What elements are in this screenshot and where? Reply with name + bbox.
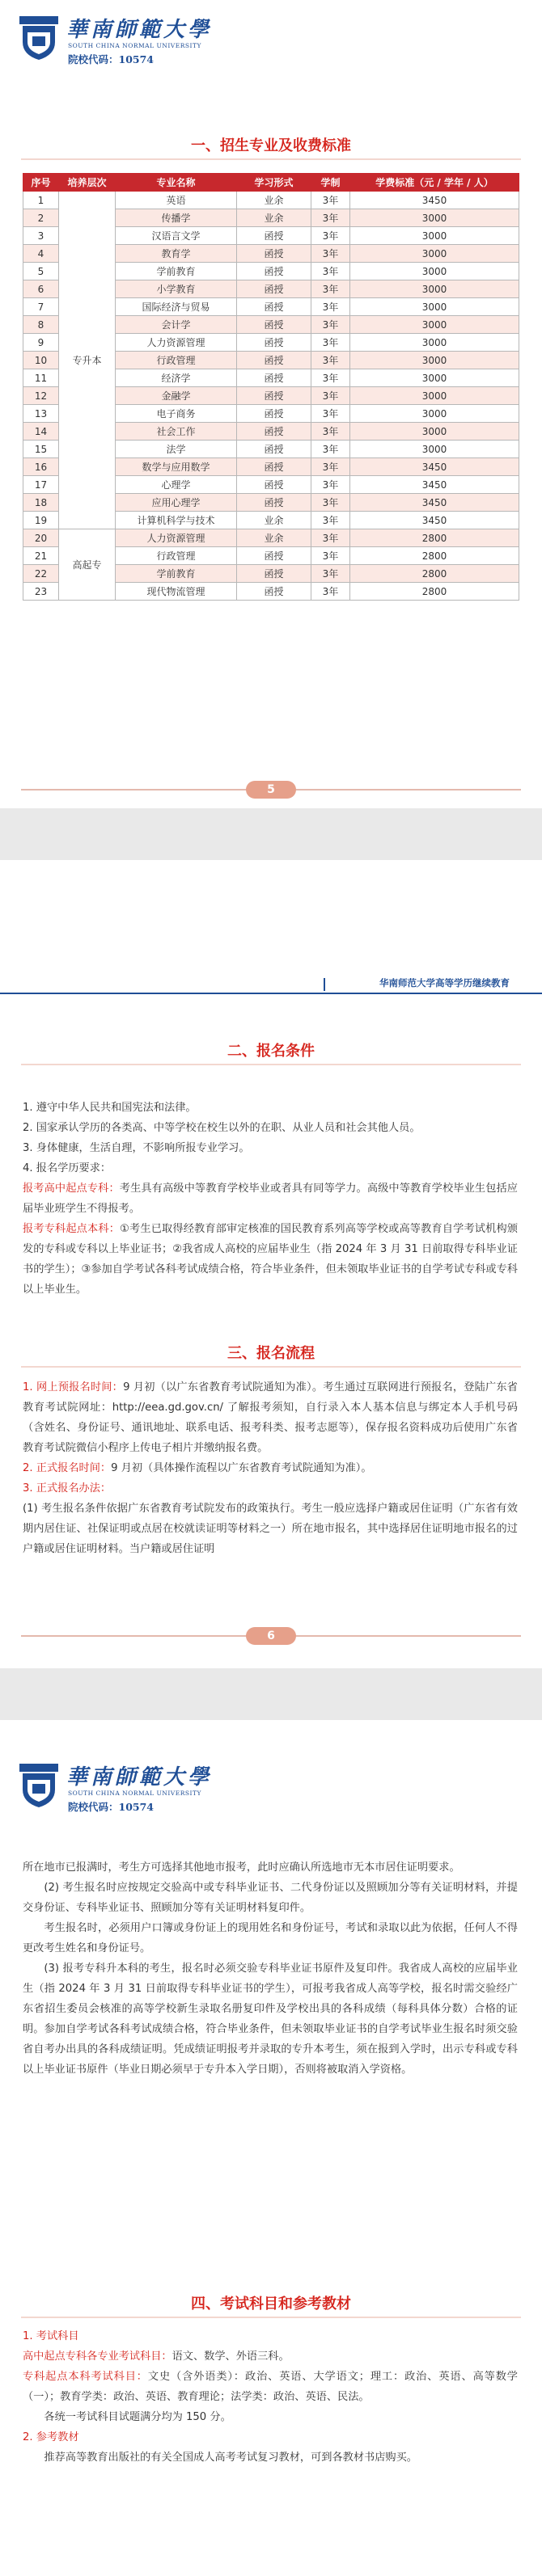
cell-major: 人力资源管理	[116, 334, 237, 352]
cell-no: 6	[23, 280, 59, 298]
page-number-badge: 6	[246, 1627, 296, 1645]
cell-major: 计算机科学与技术	[116, 512, 237, 529]
cell-major: 行政管理	[116, 547, 237, 565]
cell-duration: 3年	[311, 529, 350, 547]
cell-major: 数学与应用数学	[116, 458, 237, 476]
step-2-text: 9 月初（具体操作流程以广东省教育考试院通知为准）。	[111, 1462, 372, 1474]
cell-duration: 3年	[311, 298, 350, 316]
cell-duration: 3年	[311, 476, 350, 494]
cell-fee: 3000	[350, 227, 519, 245]
cell-no: 22	[23, 565, 59, 583]
cell-no: 1	[23, 192, 59, 209]
header-rule	[0, 993, 542, 994]
cell-major: 金融学	[116, 387, 237, 405]
step-1-label: 1. 网上预报名时间：	[23, 1381, 124, 1393]
cell-mode: 函授	[237, 583, 311, 601]
req-gqz-text: 考生具有高级中等教育学校毕业或者具有同等学力。高级中等教育学校毕业生包括应届毕业班学生不得报考。	[23, 1183, 518, 1215]
cell-fee: 3000	[350, 263, 519, 280]
cell-fee: 3450	[350, 476, 519, 494]
cell-duration: 3年	[311, 209, 350, 227]
cell-fee: 3000	[350, 441, 519, 458]
req-item: 3. 身体健康，生活自理，不影响所报专业学习。	[23, 1142, 250, 1154]
header-tick	[324, 978, 325, 991]
step-3	[23, 1478, 518, 1499]
running-header-text: 华南师范大学高等学历继续教育	[379, 977, 510, 989]
cell-no: 23	[23, 583, 59, 601]
process-continued	[23, 1857, 518, 2080]
university-logo	[18, 1759, 212, 1840]
cell-duration: 3年	[311, 245, 350, 263]
req-item: 4. 报名学历要求：	[23, 1162, 112, 1174]
cell-no: 8	[23, 316, 59, 334]
cell-no: 15	[23, 441, 59, 458]
cell-duration: 3年	[311, 334, 350, 352]
logo-cn: 華南師範大學	[66, 18, 213, 42]
cell-duration: 3年	[311, 512, 350, 529]
cell-duration: 3年	[311, 263, 350, 280]
emblem-icon	[18, 15, 60, 61]
cell-mode: 函授	[237, 298, 311, 316]
section-title-exam: 四、考试科目和参考教材	[191, 2296, 351, 2312]
title-divider	[21, 1064, 521, 1065]
cell-duration: 3年	[311, 565, 350, 583]
cell-duration: 3年	[311, 423, 350, 441]
cell-no: 18	[23, 494, 59, 512]
cell-duration: 3年	[311, 583, 350, 601]
cell-mode: 函授	[237, 476, 311, 494]
cell-duration: 3年	[311, 494, 350, 512]
cell-major: 电子商务	[116, 405, 237, 423]
title-divider	[21, 2317, 521, 2318]
para: (2) 考生报名时应按规定交验高中或专科毕业证书、二代身份证以及照顾加分等有关证明材料，并提交身份证、专科毕业证书、照顾加分等有关证明材料复印件。	[23, 1882, 518, 1914]
cell-no: 19	[23, 512, 59, 529]
cell-major: 经济学	[116, 369, 237, 387]
logo-en: SOUTH CHINA NORMAL UNIVERSITY	[68, 1790, 201, 1797]
cell-no: 7	[23, 298, 59, 316]
cell-major: 学前教育	[116, 565, 237, 583]
cell-no: 21	[23, 547, 59, 565]
cell-fee: 3450	[350, 512, 519, 529]
cell-fee: 3000	[350, 280, 519, 298]
cell-fee: 3000	[350, 245, 519, 263]
section-title-requirements: 二、报名条件	[227, 1043, 315, 1060]
textbooks-heading: 2. 参考教材	[23, 2431, 79, 2443]
exam-zsb-label: 专科起点本科考试科目：	[23, 2371, 148, 2383]
col-header: 学习形式	[237, 174, 311, 192]
cell-no: 11	[23, 369, 59, 387]
page-number	[0, 780, 542, 799]
cell-mode: 函授	[237, 369, 311, 387]
cell-major: 会计学	[116, 316, 237, 334]
title-divider	[21, 158, 521, 160]
emblem-icon	[18, 1762, 60, 1809]
step-3-label: 3. 正式报名办法：	[23, 1482, 112, 1495]
exam-gqz	[23, 2346, 518, 2367]
cell-major: 现代物流管理	[116, 583, 237, 601]
cell-fee: 3000	[350, 387, 519, 405]
table-row	[23, 192, 519, 209]
cell-major: 教育学	[116, 245, 237, 263]
req-item: 2. 国家承认学历的各类高、中等学校在校生以外的在职、从业人员和社会其他人员。	[23, 1122, 421, 1134]
para: (3) 报考专科升本科的考生，报名时必须交验专科毕业证书原件及复印件。我省成人高校的应届毕业生（指 2024 年 3 月 31 日前取得专科毕业证书的学生），可报考我省成人高等学校，报名时需交验经广东省招生委员会核准的高等学校新生录取名册复印件及学校出具的各科成绩（每科具体分数）合格的证明。参加自学考试各科考试成绩合格，符合毕业条件，但未领取毕业证书的自学考试毕业生报名时须交验省自考办出具的各科成绩证明。凭成绩证明报考并录取的专升本考生，须在报到入学时，出示专科或专科以上毕业证书原件（毕业日期必须早于专升本入学日期），否则将被取消入学资格。	[23, 1963, 518, 2076]
cell-fee: 2800	[350, 583, 519, 601]
cell-fee: 2800	[350, 547, 519, 565]
cell-duration: 3年	[311, 280, 350, 298]
university-logo	[18, 11, 212, 92]
cell-mode: 业余	[237, 512, 311, 529]
cell-mode: 函授	[237, 245, 311, 263]
cell-mode: 函授	[237, 565, 311, 583]
cell-no: 12	[23, 387, 59, 405]
cell-major: 国际经济与贸易	[116, 298, 237, 316]
step-3-text: (1) 考生报名条件依据广东省教育考试院发布的政策执行。考生一般应选择户籍或居住证明（广东省有效期内居住证、社保证明或点居在校就读证明等材料之一）所在地市报名，其中选择居住证明地市报名的过户籍或居住证明材料。当户籍或居住证明	[23, 1503, 518, 1555]
cell-major: 人力资源管理	[116, 529, 237, 547]
cell-fee: 2800	[350, 565, 519, 583]
cell-mode: 函授	[237, 405, 311, 423]
col-header: 学费标准（元 / 学年 / 人）	[350, 174, 519, 192]
cell-duration: 3年	[311, 441, 350, 458]
req-zsb-text: ①考生已取得经教育部审定核准的国民教育系列高等学校或高等教育自学考试机构颁发的专科或专科以上毕业证书；②我省成人高校的应届毕业生（指 2024 年 3 月 31 日前取得专科毕业证书的学生）；③参加自学考试各科考试成绩合格，符合毕业条件，但未领取毕业证书的自学考试专科或专科以上毕业生。	[23, 1223, 519, 1296]
cell-mode: 函授	[237, 227, 311, 245]
col-header: 培养层次	[59, 174, 116, 192]
cell-mode: 函授	[237, 441, 311, 458]
page-number	[0, 1626, 542, 1646]
table-row	[23, 529, 519, 547]
cell-mode: 函授	[237, 352, 311, 369]
cell-fee: 3000	[350, 423, 519, 441]
page-fees	[0, 0, 542, 808]
cell-fee: 3000	[350, 334, 519, 352]
cell-mode: 函授	[237, 423, 311, 441]
cell-fee: 3000	[350, 405, 519, 423]
para: 考生报名时，必须用户口簿或身份证上的现用姓名和身份证号，考试和录取以此为依据，任何人不得更改考生姓名和身份证号。	[23, 1922, 518, 1954]
fees-table	[23, 173, 519, 601]
cell-major: 汉语言文学	[116, 227, 237, 245]
section-title-fees: 一、招生专业及收费标准	[191, 137, 351, 154]
cell-major: 学前教育	[116, 263, 237, 280]
cell-mode: 函授	[237, 316, 311, 334]
cell-no: 14	[23, 423, 59, 441]
cell-mode: 函授	[237, 280, 311, 298]
page-number-badge: 5	[246, 781, 296, 799]
cell-major: 英语	[116, 192, 237, 209]
cell-level: 高起专	[59, 529, 116, 601]
cell-fee: 3000	[350, 316, 519, 334]
title-divider	[21, 1366, 521, 1368]
cell-major: 传播学	[116, 209, 237, 227]
para: 所在地市已报满时，考生方可选择其他地市报考，此时应确认所选地市无本市居住证明要求。	[23, 1861, 460, 1874]
cell-mode: 函授	[237, 334, 311, 352]
cell-no: 20	[23, 529, 59, 547]
cell-duration: 3年	[311, 369, 350, 387]
cell-duration: 3年	[311, 227, 350, 245]
cell-no: 2	[23, 209, 59, 227]
requirements-body	[23, 1098, 518, 1300]
cell-no: 13	[23, 405, 59, 423]
step-2	[23, 1458, 518, 1478]
cell-duration: 3年	[311, 192, 350, 209]
cell-fee: 3450	[350, 192, 519, 209]
cell-mode: 业余	[237, 209, 311, 227]
table-header-row	[23, 174, 519, 192]
col-header: 学制	[311, 174, 350, 192]
logo-en: SOUTH CHINA NORMAL UNIVERSITY	[68, 42, 201, 49]
exam-gqz-label: 高中起点专科各专业考试科目：	[23, 2350, 172, 2363]
cell-mode: 函授	[237, 547, 311, 565]
cell-duration: 3年	[311, 352, 350, 369]
step-1-text: 9 月初（以广东省教育考试院通知为准）。考生通过互联网进行预报名，登陆广东省教育考试院网址：http://eea.gd.gov.cn/ 了解报考须知，自行录入本人基本信息与绑定本人手机号码（含姓名、身份证号、通讯地址、联系电话、报考科类、报考志愿等），保存报名资料成功后使用广东省教育考试院微信小程序上传电子相片并缴纳报名费。	[23, 1381, 518, 1454]
cell-duration: 3年	[311, 387, 350, 405]
req-gqz	[23, 1178, 518, 1219]
process-body	[23, 1377, 518, 1559]
section-title-process: 三、报名流程	[227, 1345, 315, 1362]
req-zsb	[23, 1219, 518, 1300]
step-2-label: 2. 正式报名时间：	[23, 1462, 112, 1474]
cell-major: 心理学	[116, 476, 237, 494]
cell-fee: 2800	[350, 529, 519, 547]
step-1	[23, 1377, 518, 1458]
col-header: 序号	[23, 174, 59, 192]
cell-mode: 业余	[237, 529, 311, 547]
req-zsb-label: 报考专科起点本科：	[23, 1223, 121, 1235]
cell-fee: 3000	[350, 298, 519, 316]
cell-duration: 3年	[311, 405, 350, 423]
col-header: 专业名称	[116, 174, 237, 192]
exam-zsb	[23, 2367, 518, 2407]
cell-mode: 函授	[237, 458, 311, 476]
cell-mode: 业余	[237, 192, 311, 209]
cell-fee: 3000	[350, 352, 519, 369]
exam-gqz-text: 语文、数学、外语三科。	[171, 2350, 290, 2363]
cell-no: 5	[23, 263, 59, 280]
cell-major: 社会工作	[116, 423, 237, 441]
cell-level: 专升本	[59, 192, 116, 529]
cell-major: 小学教育	[116, 280, 237, 298]
page-exam	[0, 1720, 542, 2576]
cell-no: 16	[23, 458, 59, 476]
cell-no: 3	[23, 227, 59, 245]
req-item: 1. 遵守中华人民共和国宪法和法律。	[23, 1102, 197, 1114]
page-requirements	[0, 860, 542, 1668]
cell-no: 17	[23, 476, 59, 494]
cell-duration: 3年	[311, 458, 350, 476]
running-header	[0, 973, 542, 994]
cell-major: 行政管理	[116, 352, 237, 369]
cell-major: 应用心理学	[116, 494, 237, 512]
cell-duration: 3年	[311, 316, 350, 334]
cell-mode: 函授	[237, 387, 311, 405]
cell-major: 法学	[116, 441, 237, 458]
exam-subjects-heading: 1. 考试科目	[23, 2330, 79, 2342]
logo-cn: 華南師範大學	[66, 1765, 213, 1790]
exam-score: 各统一考试科目试题满分均为 150 分。	[44, 2411, 231, 2423]
req-gqz-label: 报考高中起点专科：	[23, 1183, 120, 1195]
cell-fee: 3000	[350, 209, 519, 227]
exam-body	[23, 2326, 518, 2468]
cell-duration: 3年	[311, 547, 350, 565]
cell-no: 4	[23, 245, 59, 263]
exam-zsb-text: 文史（含外语类）：政治、英语、大学语文；理工：政治、英语、高等数学（一）；教育学类：政治、英语、教育理论；法学类：政治、英语、民法。	[23, 2371, 518, 2403]
cell-no: 9	[23, 334, 59, 352]
institution-code: 院校代码：10574	[68, 1801, 154, 1813]
cell-fee: 3450	[350, 458, 519, 476]
cell-mode: 函授	[237, 494, 311, 512]
institution-code: 院校代码：10574	[68, 53, 154, 65]
cell-fee: 3450	[350, 494, 519, 512]
cell-no: 10	[23, 352, 59, 369]
cell-mode: 函授	[237, 263, 311, 280]
textbooks-text: 推荐高等教育出版社的有关全国成人高考考试复习教材，可到各教材书店购买。	[44, 2452, 417, 2464]
cell-fee: 3000	[350, 369, 519, 387]
